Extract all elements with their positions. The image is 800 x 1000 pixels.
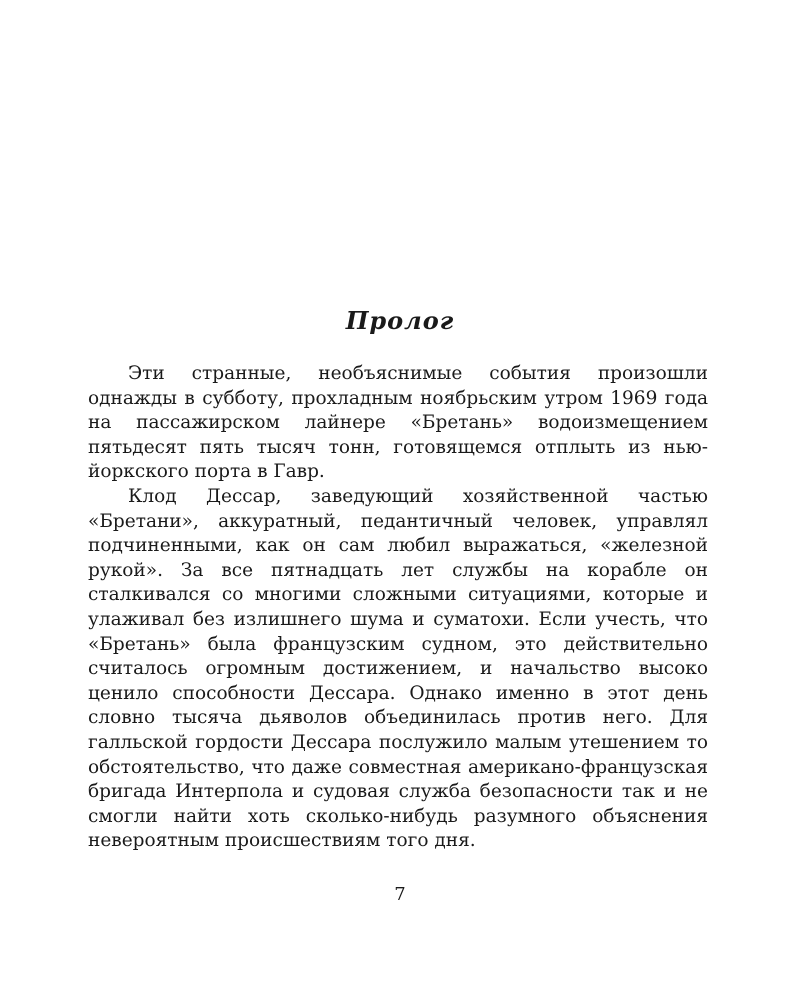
chapter-body — [88, 362, 708, 854]
paragraph-2: Клод Дессар, заведующий хозяйственной частью «Бретани», аккуратный, педантичный человек, управлял подчиненными, как он сам любил выражаться, «железной рукой». За все пятнадцать лет службы на корабле он сталкивался со многими сложными ситуациями, которые и улаживал без излишнего шума и суматохи. Если учесть, что «Бретань» была французским судном, это действительно считалось огромным достижением, и начальство высоко ценило способности Дессара. Однако именно в этот день словно тысяча дьяволов объединилась против него. Для галльской гордости Дессара послужило малым утешением то обстоятельство, что даже совместная американо-французская бригада Интерпола и судовая служба безопасности так и не смогли найти хоть сколько-нибудь разумного объяснения невероятным происшествиям того дня. — [88, 485, 708, 852]
chapter-title: Пролог — [345, 306, 455, 335]
paragraph-1: Эти странные, необъяснимые события произошли однажды в субботу, прохладным ноябрьским утром 1969 года на пассажирском лайнере «Бретань» водоизмещением пятьдесят пять тысяч тонн, готовящемся отплыть из нью-йоркского порта в Гавр. — [88, 363, 708, 483]
page-number: 7 — [394, 884, 406, 905]
